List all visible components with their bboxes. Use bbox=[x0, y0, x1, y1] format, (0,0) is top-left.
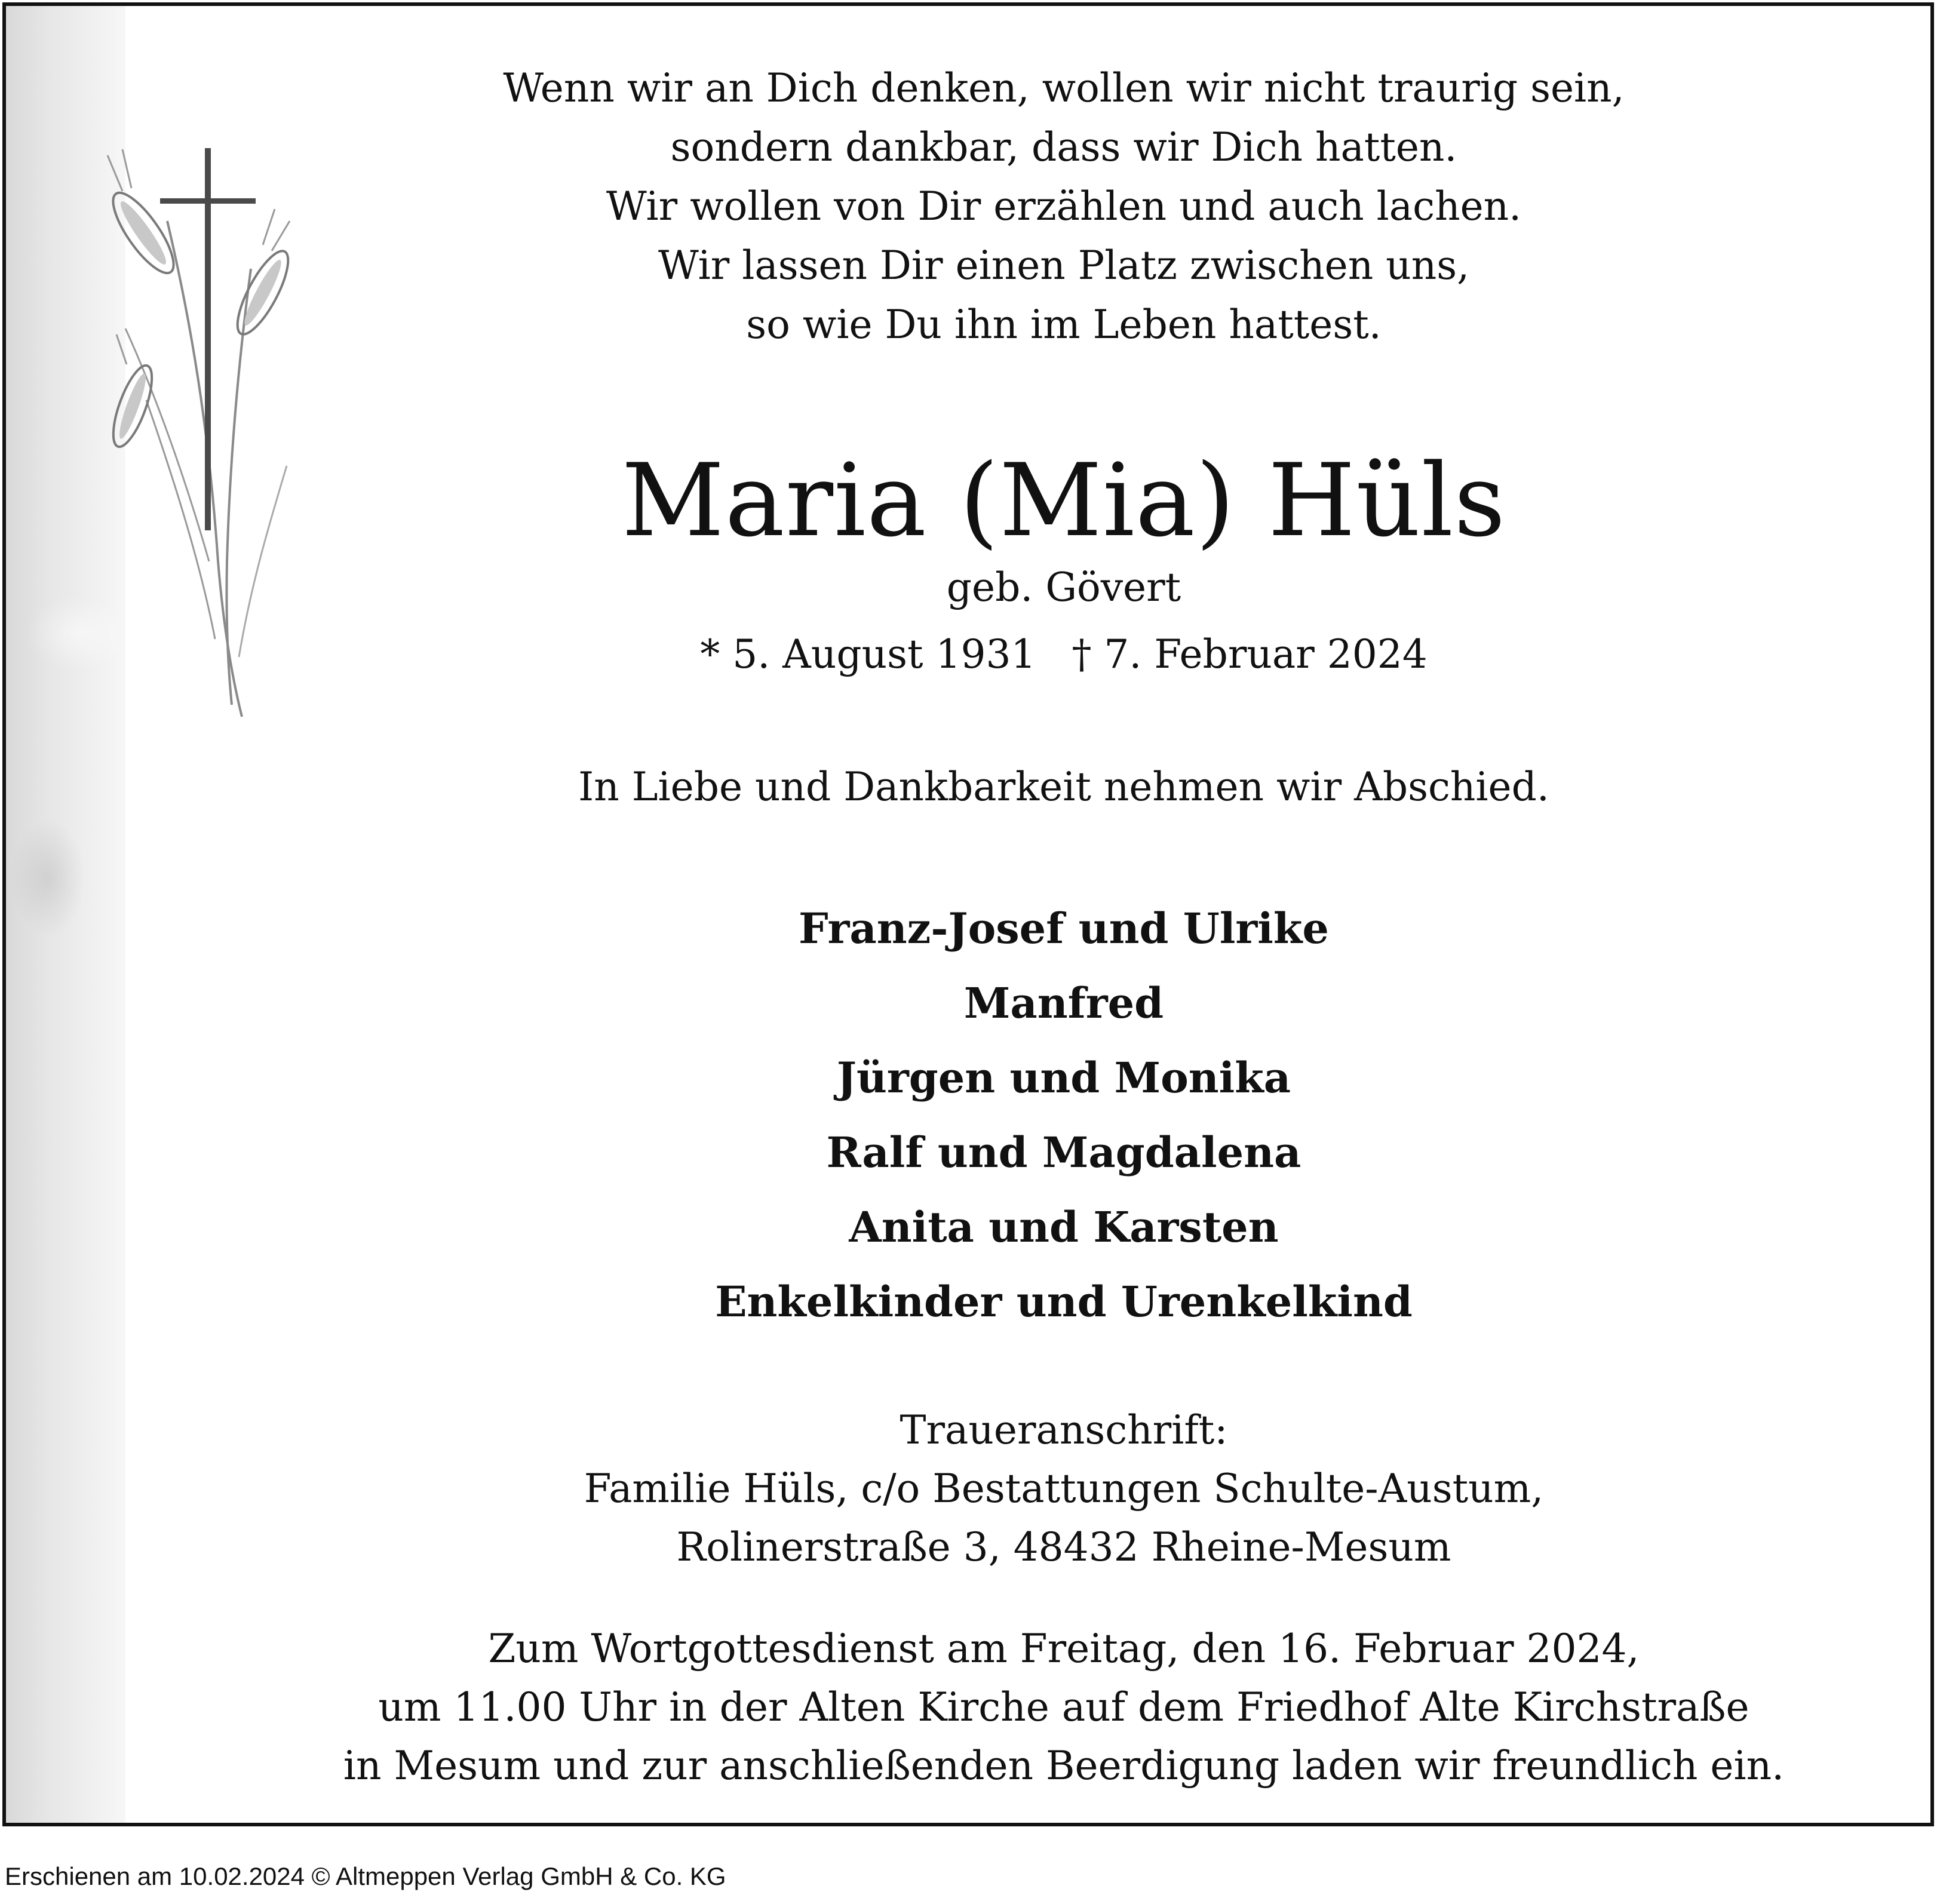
address-line: Familie Hüls, c/o Bestattungen Schulte-Austum, bbox=[584, 1466, 1544, 1512]
family-member: Enkelkinder und Urenkelkind bbox=[715, 1277, 1413, 1326]
poem-line: Wir wollen von Dir erzählen und auch lachen. bbox=[606, 183, 1522, 229]
death-date: † 7. Februar 2024 bbox=[1072, 631, 1428, 677]
farewell-text: In Liebe und Dankbarkeit nehmen wir Abschied. bbox=[578, 764, 1549, 810]
obituary-frame bbox=[2, 2, 1934, 1826]
family-member: Franz-Josef und Ulrike bbox=[799, 904, 1329, 953]
family-member: Anita und Karsten bbox=[849, 1202, 1279, 1252]
service-notice bbox=[221, 1620, 1907, 1795]
address-line: Traueranschrift: bbox=[900, 1407, 1228, 1453]
service-line: um 11.00 Uhr in der Alten Kirche auf dem Friedhof Alte Kirchstraße bbox=[378, 1684, 1749, 1730]
family-list bbox=[221, 891, 1907, 1339]
service-line: in Mesum und zur anschließenden Beerdigung laden wir freundlich ein. bbox=[343, 1743, 1785, 1789]
birth-date: * 5. August 1931 bbox=[700, 631, 1036, 677]
family-member: Manfred bbox=[963, 978, 1164, 1028]
family-member: Jürgen und Monika bbox=[836, 1053, 1291, 1103]
poem-line: so wie Du ihn im Leben hattest. bbox=[746, 302, 1382, 348]
life-dates bbox=[221, 625, 1907, 684]
publication-footer: Erschienen am 10.02.2024 © Altmeppen Verlag GmbH & Co. KG bbox=[5, 1862, 726, 1890]
service-line: Zum Wortgottesdienst am Freitag, den 16. Februar 2024, bbox=[488, 1626, 1640, 1672]
family-member: Ralf und Magdalena bbox=[826, 1128, 1301, 1177]
deceased-name: Maria (Mia) Hüls bbox=[621, 442, 1506, 559]
address-line: Rolinerstraße 3, 48432 Rheine-Mesum bbox=[676, 1524, 1451, 1570]
poem-line: sondern dankbar, dass wir Dich hatten. bbox=[670, 124, 1457, 170]
poem bbox=[221, 59, 1907, 354]
poem-line: Wir lassen Dir einen Platz zwischen uns, bbox=[658, 242, 1470, 288]
maiden-name: geb. Gövert bbox=[946, 564, 1181, 610]
mourning-address bbox=[221, 1401, 1907, 1577]
poem-line: Wenn wir an Dich denken, wollen wir nicht traurig sein, bbox=[503, 65, 1625, 111]
